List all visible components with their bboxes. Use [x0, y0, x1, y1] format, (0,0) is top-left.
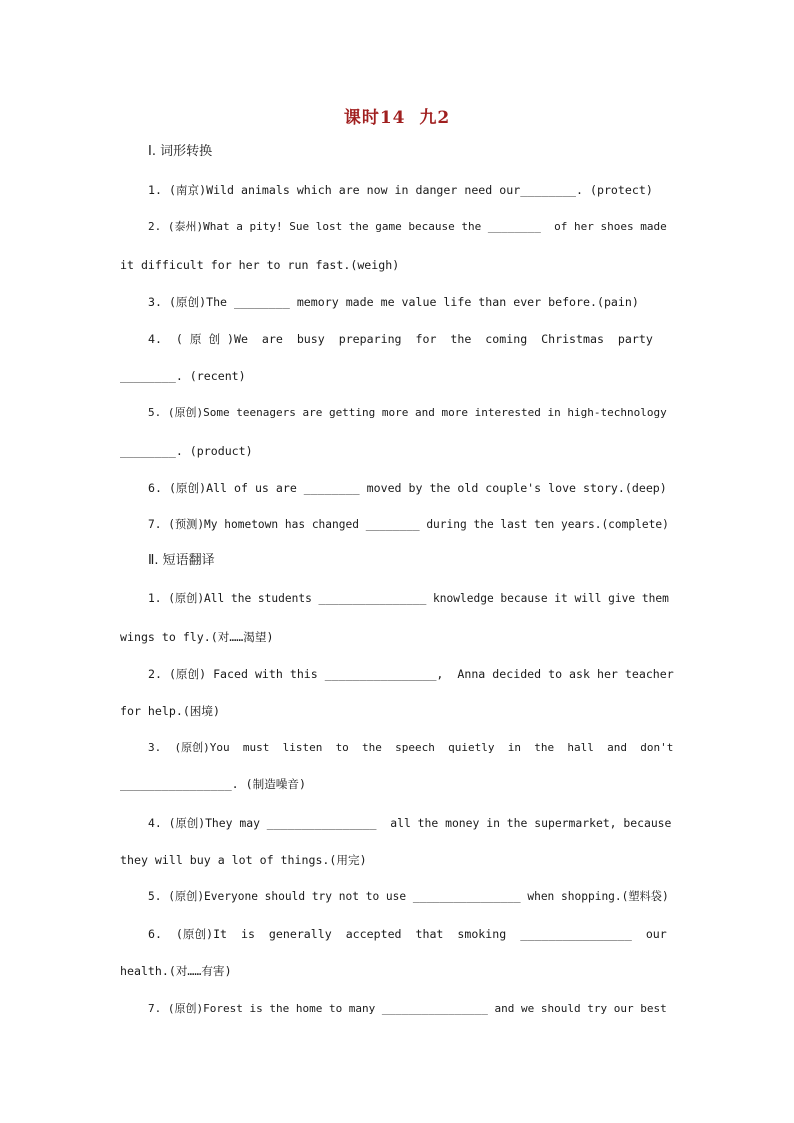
exercise-line: 2. (泰州)What a pity! Sue lost the game because the ________ of her shoes made — [148, 220, 667, 233]
exercise-line: 7. (原创)Forest is the home to many ________________ and we should try our best — [148, 1002, 667, 1015]
exercise-line-continued: health.(对……有害) — [120, 964, 232, 978]
exercise-line: 4. (原创)They may ________________ all the money in the supermarket, because — [148, 816, 672, 830]
page-title: 课时14 九2 — [343, 108, 451, 128]
exercise-line-continued: for help.(困境) — [120, 704, 220, 718]
section-heading-word-forms: Ⅰ. 词形转换 — [148, 144, 213, 159]
exercise-line: 1. (原创)All the students ________________ knowledge because it will give them — [148, 592, 669, 605]
exercise-line: 6. (原创)All of us are ________ moved by the old couple's love story.(deep) — [148, 481, 667, 495]
exercise-line: 5. (原创)Everyone should try not to use ________________ when shopping.(塑料袋) — [148, 890, 669, 903]
exercise-line-continued: ________. (recent) — [120, 369, 246, 383]
exercise-line-continued: they will buy a lot of things.(用完) — [120, 853, 367, 867]
exercise-line: 3. (原创)You must listen to the speech quietly in the hall and don't — [148, 741, 674, 754]
exercise-line: 6. (原创)It is generally accepted that smoking ________________ our — [148, 927, 667, 941]
exercise-line-continued: ________________. (制造噪音) — [120, 777, 306, 791]
exercise-line-continued: ________. (product) — [120, 444, 253, 458]
exercise-line-continued: it difficult for her to run fast.(weigh) — [120, 258, 400, 272]
exercise-line: 5. (原创)Some teenagers are getting more and more interested in high-technology — [148, 406, 667, 419]
exercise-line-continued: wings to fly.(对……渴望) — [120, 630, 274, 644]
section-heading-phrase-translation: Ⅱ. 短语翻译 — [148, 553, 215, 568]
exercise-line: 2. (原创) Faced with this ________________, Anna decided to ask her teacher — [148, 667, 674, 681]
exercise-line: 1. (南京)Wild animals which are now in danger need our________. (protect) — [148, 183, 653, 197]
exercise-line: 7. (预测)My hometown has changed ________ during the last ten years.(complete) — [148, 518, 669, 531]
exercise-line: 3. (原创)The ________ memory made me value life than ever before.(pain) — [148, 295, 639, 309]
exercise-line: 4. ( 原 创 )We are busy preparing for the coming Christmas party — [148, 332, 653, 346]
